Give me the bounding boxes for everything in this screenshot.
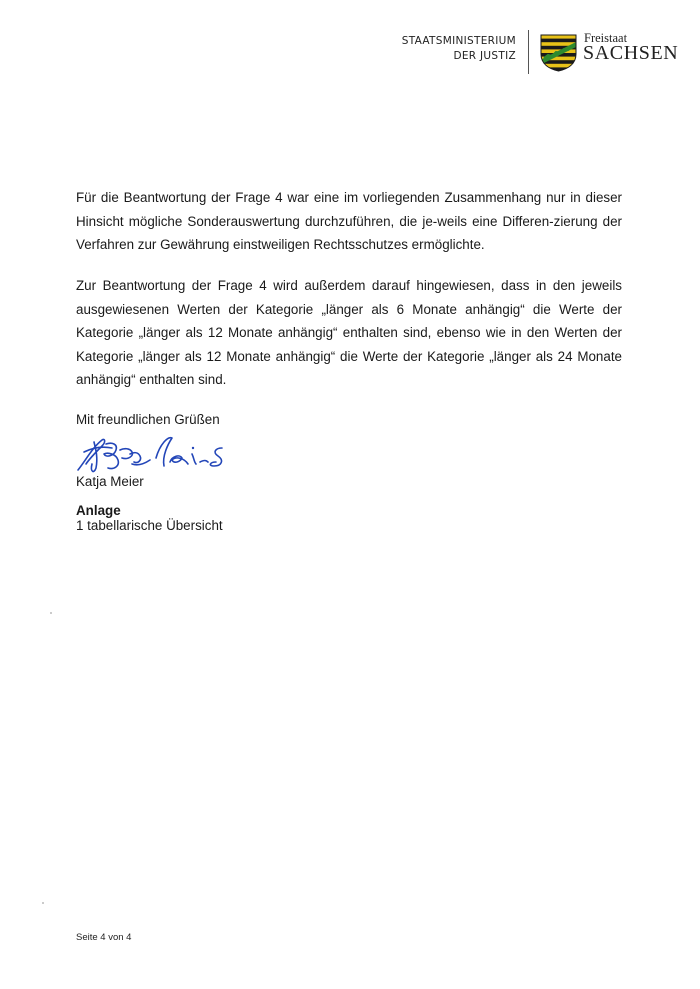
ministry-line-1: STAATSMINISTERIUM bbox=[401, 35, 516, 47]
scan-speck bbox=[50, 612, 52, 614]
state-label: Freistaat bbox=[584, 31, 628, 45]
state-name: SACHSEN bbox=[583, 42, 679, 64]
header-divider bbox=[528, 30, 529, 74]
body-paragraph-2: Zur Beantwortung der Frage 4 wird außerdem darauf hingewiesen, dass in den jeweils ausgewiesenen Werten der Kategorie „länger als 6 Monate anhängig“ die Werte der Kategorie „länger als 12 Monate anhängig“ enthalten sind, ebenso wie in den Werten der Kategorie „länger als 12 Monate anhängig“ die Werte der Kategorie „länger als 24 Monate anhängig“ enthalten sind. bbox=[76, 278, 622, 387]
coat-of-arms-saxony-icon bbox=[540, 34, 577, 72]
closing-salutation: Mit freundlichen Grüßen bbox=[76, 412, 220, 427]
page-number: Seite 4 von 4 bbox=[76, 932, 132, 943]
signer-name: Katja Meier bbox=[76, 474, 144, 489]
scan-speck bbox=[42, 902, 44, 904]
body-paragraph-1: Für die Beantwortung der Frage 4 war eine im vorliegenden Zusammenhang nur in dieser Hinsicht mögliche Sonderauswertung durchzuführen, die je-weils eine Differen-zierung der Verfahren zur Gewährung einstweiligen Rechtsschutzes ermöglichte. bbox=[76, 190, 622, 252]
attachment-title: Anlage bbox=[76, 503, 121, 518]
attachment-item: 1 tabellarische Übersicht bbox=[76, 518, 223, 533]
ministry-name bbox=[402, 34, 516, 64]
ministry-line-2: DER JUSTIZ bbox=[453, 50, 516, 62]
